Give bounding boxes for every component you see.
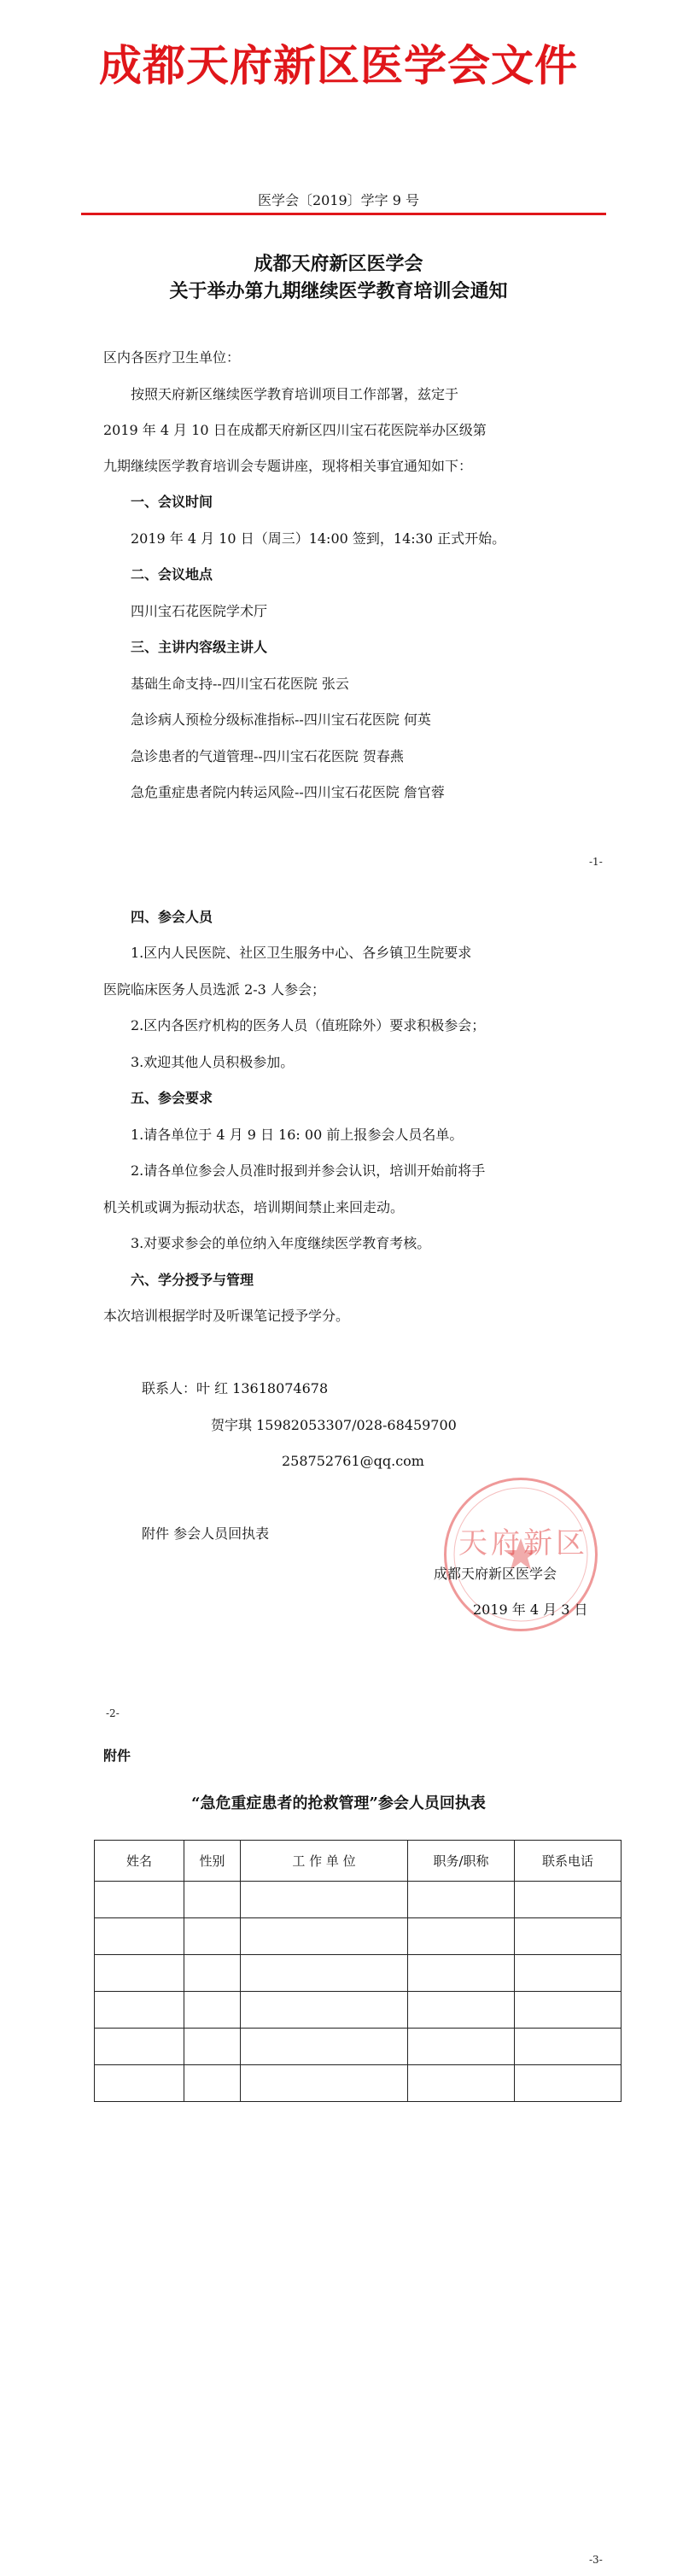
table-cell	[184, 1992, 241, 2029]
column-header-workplace: 工 作 单 位	[241, 1841, 408, 1882]
table-cell	[408, 1882, 515, 1918]
table-cell	[241, 1882, 408, 1918]
table-cell	[515, 2029, 622, 2065]
section-4-line-4: 3.欢迎其他人员积极参加。	[131, 1054, 295, 1070]
section-5-line-1: 1.请各单位于 4 月 9 日 16: 00 前上报参会人员名单。	[131, 1127, 464, 1143]
table-header-row	[95, 1841, 622, 1882]
title-line-1: 成都天府新区医学会	[254, 253, 423, 275]
table-cell	[95, 1882, 184, 1918]
section-5-title: 五、参会要求	[131, 1090, 213, 1106]
table-row	[95, 1955, 622, 1992]
table-cell	[408, 2065, 515, 2102]
table-cell	[515, 1955, 622, 1992]
contact-line-2: 贺宇琪 15982053307/028-68459700	[211, 1417, 457, 1433]
section-6-title: 六、学分授予与管理	[131, 1272, 254, 1288]
intro-line-2: 2019 年 4 月 10 日在成都天府新区四川宝石花医院举办区级第	[103, 422, 487, 438]
section-2-text: 四川宝石花医院学术厅	[131, 603, 268, 619]
table-cell	[408, 2029, 515, 2065]
table-row	[95, 2029, 622, 2065]
table-cell	[95, 2029, 184, 2065]
table-cell	[408, 1992, 515, 2029]
table-cell	[95, 2065, 184, 2102]
table-cell	[241, 1992, 408, 2029]
table-row	[95, 1992, 622, 2029]
lecture-item: 急危重症患者院内转运风险--四川宝石花医院 詹官蓉	[131, 784, 445, 800]
signature-date: 2019 年 4 月 3 日	[473, 1601, 588, 1618]
lecture-item: 急诊病人预检分级标准指标--四川宝石花医院 何英	[131, 711, 431, 728]
salutation: 区内各医疗卫生单位：	[103, 349, 241, 366]
intro-line-1: 按照天府新区继续医学教育培训项目工作部署，兹定于	[131, 386, 459, 402]
section-4-line-1: 1.区内人民医院、社区卫生服务中心、各乡镇卫生院要求	[131, 945, 472, 961]
title-line-2: 关于举办第九期继续医学教育培训会通知	[169, 280, 508, 302]
table-cell	[241, 2029, 408, 2065]
intro-line-3: 九期继续医学教育培训会专题讲座，现将相关事宜通知如下：	[103, 458, 473, 474]
page-number-3: -3-	[589, 2554, 603, 2566]
document-number: 医学会〔2019〕学字 9 号	[257, 192, 420, 208]
section-3-title: 三、主讲内容级主讲人	[131, 639, 268, 655]
table-cell	[408, 1955, 515, 1992]
section-1-text: 2019 年 4 月 10 日（周三）14:00 签到，14:30 正式开始。	[131, 530, 506, 547]
table-cell	[515, 2065, 622, 2102]
column-header-name: 姓名	[95, 1841, 184, 1882]
table-cell	[95, 1992, 184, 2029]
seal-text: 天府新区	[458, 1526, 588, 1560]
section-5-line-3: 机关机或调为振动状态，培训期间禁止来回走动。	[103, 1199, 405, 1215]
table-cell	[515, 1918, 622, 1955]
table-cell	[95, 1918, 184, 1955]
table-cell	[184, 2065, 241, 2102]
section-4-title: 四、参会人员	[131, 909, 213, 925]
page-number-2: -2-	[106, 1707, 120, 1719]
table-cell	[515, 1882, 622, 1918]
table-cell	[241, 1955, 408, 1992]
contact-email: 258752761@qq.com	[282, 1453, 424, 1469]
attachment-label: 附件	[103, 1748, 131, 1764]
signature-org: 成都天府新区医学会	[434, 1566, 557, 1582]
column-header-phone: 联系电话	[515, 1841, 622, 1882]
section-4-line-2: 医院临床医务人员选派 2-3 人参会；	[103, 981, 325, 998]
lecture-item: 急诊患者的气道管理--四川宝石花医院 贺春燕	[131, 748, 404, 764]
table-cell	[184, 1955, 241, 1992]
reply-form-table	[94, 1840, 622, 2102]
table-cell	[184, 2029, 241, 2065]
table-cell	[241, 1918, 408, 1955]
table-cell	[184, 1882, 241, 1918]
section-1-title: 一、会议时间	[131, 494, 213, 510]
contact-line-1: 联系人：叶 红 13618074678	[142, 1380, 329, 1396]
table-cell	[95, 1955, 184, 1992]
red-divider	[81, 213, 606, 215]
table-cell	[408, 1918, 515, 1955]
column-header-gender: 性别	[184, 1841, 241, 1882]
column-header-title: 职务/职称	[408, 1841, 515, 1882]
section-4-line-3: 2.区内各医疗机构的医务人员（值班除外）要求积极参会；	[131, 1017, 486, 1033]
table-row	[95, 2065, 622, 2102]
section-6-text: 本次培训根据学时及听课笔记授予学分。	[103, 1308, 350, 1324]
lecture-item: 基础生命支持--四川宝石花医院 张云	[131, 676, 349, 692]
letterhead: 成都天府新区医学会文件	[99, 40, 578, 91]
page-number-1: -1-	[589, 856, 603, 868]
table-row	[95, 1918, 622, 1955]
table-cell	[241, 2065, 408, 2102]
section-2-title: 二、会议地点	[131, 566, 213, 583]
table-row	[95, 1882, 622, 1918]
attachment-note: 附件 参会人员回执表	[142, 1525, 270, 1542]
table-cell	[515, 1992, 622, 2029]
section-5-line-2: 2.请各单位参会人员准时报到并参会认识，培训开始前将手	[131, 1162, 486, 1179]
table-cell	[184, 1918, 241, 1955]
section-5-line-4: 3.对要求参会的单位纳入年度继续医学教育考核。	[131, 1235, 431, 1251]
form-title: “急危重症患者的抢救管理”参会人员回执表	[191, 1794, 486, 1812]
